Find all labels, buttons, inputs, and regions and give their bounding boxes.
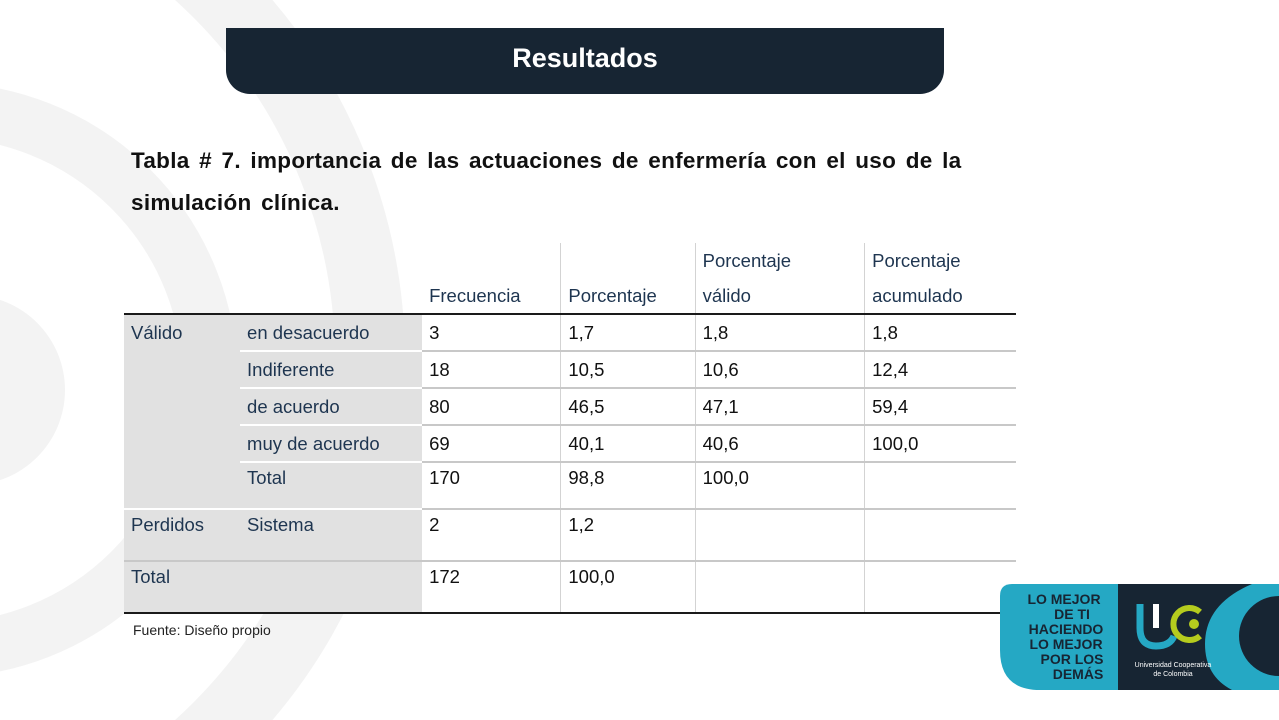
slogan-line-1: LO MEJOR <box>1027 591 1101 607</box>
group-label-perdidos: Perdidos <box>124 509 240 561</box>
cell-cum: 1,8 <box>865 314 1016 351</box>
col-header-cum-sub: acumulado <box>865 278 1016 314</box>
page-title: Resultados <box>512 42 658 73</box>
caption-line-1: Tabla # 7. importancia de las actuaciones de enfermería con el uso de la <box>131 148 962 173</box>
cell-cum <box>865 509 1016 561</box>
header-row-bottom <box>124 278 1016 314</box>
row-label: Total <box>240 462 422 509</box>
cell-valid: 1,8 <box>695 314 865 351</box>
cell-freq: 69 <box>422 425 561 462</box>
slogan-line-3: HACIENDO <box>1028 621 1104 637</box>
col-header-valid-top: Porcentaje <box>695 243 865 278</box>
col-header-cum-top: Porcentaje <box>865 243 1016 278</box>
cell-pct: 98,8 <box>561 462 695 509</box>
row-label: de acuerdo <box>240 388 422 425</box>
slogan-line-5: POR LOS <box>1040 651 1104 667</box>
slogan-line-4: LO MEJOR <box>1029 636 1103 652</box>
slogan-line-2: DE TI <box>1054 606 1090 622</box>
cell-pct: 10,5 <box>561 351 695 388</box>
university-logo <box>1000 584 1279 690</box>
table-row <box>124 561 1016 613</box>
header-row-top <box>124 243 1016 278</box>
table-row <box>124 351 1016 388</box>
source-note: Fuente: Diseño propio <box>133 622 271 638</box>
cell-freq: 80 <box>422 388 561 425</box>
university-name-1: Universidad Cooperativa <box>1134 662 1212 669</box>
frequency-table <box>124 243 1016 614</box>
row-label: en desacuerdo <box>240 314 422 351</box>
table-row <box>124 462 1016 509</box>
table-row <box>124 388 1016 425</box>
group-label-total: Total <box>124 561 240 613</box>
row-label: muy de acuerdo <box>240 425 422 462</box>
row-label: Sistema <box>240 509 422 561</box>
cell-cum: 100,0 <box>865 425 1016 462</box>
cell-freq: 2 <box>422 509 561 561</box>
title-banner <box>226 28 944 94</box>
cell-valid <box>695 509 865 561</box>
table-row <box>124 314 1016 351</box>
cell-cum: 59,4 <box>865 388 1016 425</box>
cell-valid: 100,0 <box>695 462 865 509</box>
col-header-freq: Frecuencia <box>429 284 521 306</box>
cell-valid: 40,6 <box>695 425 865 462</box>
cell-valid <box>695 561 865 613</box>
cell-valid: 10,6 <box>695 351 865 388</box>
cell-pct: 1,7 <box>561 314 695 351</box>
table-row <box>124 425 1016 462</box>
cell-valid: 47,1 <box>695 388 865 425</box>
university-name-2: de Colombia <box>1153 671 1193 678</box>
caption-line-2: simulación clínica. <box>131 190 340 215</box>
table-row <box>124 509 1016 561</box>
slogan-line-6: DEMÁS <box>1052 666 1104 682</box>
col-header-valid-sub: válido <box>695 278 865 314</box>
cell-pct: 1,2 <box>561 509 695 561</box>
row-label: Indiferente <box>240 351 422 388</box>
cell-freq: 18 <box>422 351 561 388</box>
cell-freq: 3 <box>422 314 561 351</box>
col-header-pct: Porcentaje <box>561 278 695 314</box>
cell-cum <box>865 462 1016 509</box>
cell-freq: 172 <box>422 561 561 613</box>
cell-freq: 170 <box>422 462 561 509</box>
cell-cum <box>865 561 1016 613</box>
cell-pct: 46,5 <box>561 388 695 425</box>
group-label-valido: Válido <box>124 314 240 351</box>
table-caption <box>131 140 1009 224</box>
cell-pct: 100,0 <box>561 561 695 613</box>
cell-pct: 40,1 <box>561 425 695 462</box>
cell-cum: 12,4 <box>865 351 1016 388</box>
